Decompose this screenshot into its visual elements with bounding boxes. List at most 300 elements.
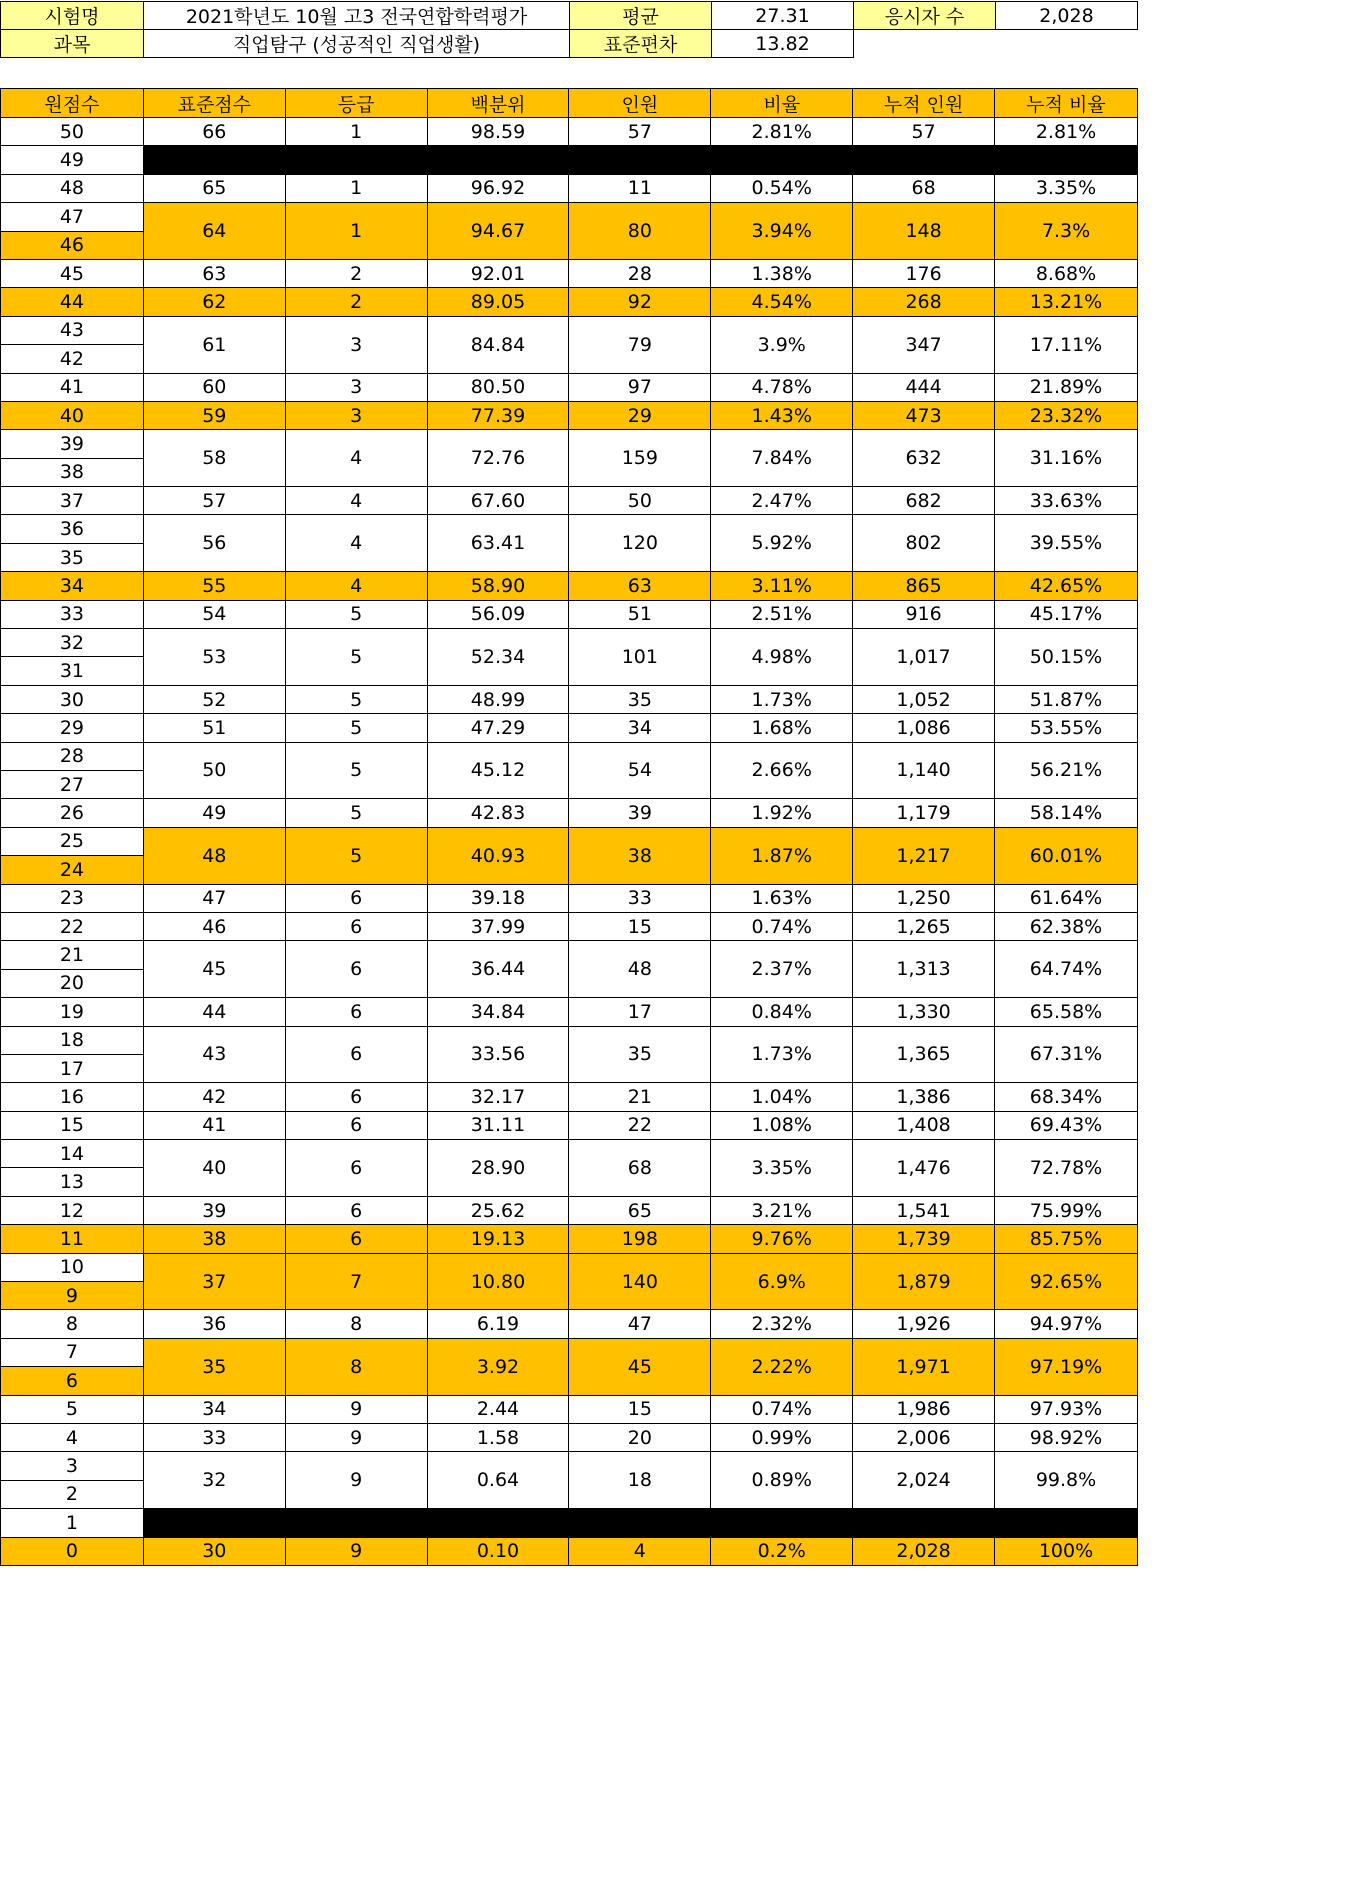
standard-score-cell: 34	[143, 1395, 285, 1423]
raw-score-cell: 13	[1, 1168, 144, 1196]
ratio-cell: 0.84%	[711, 998, 853, 1026]
grade-cell: 9	[285, 1395, 427, 1423]
standard-score-cell: 63	[143, 259, 285, 287]
ratio-cell: 0.74%	[711, 1395, 853, 1423]
percentile-cell: 58.90	[427, 572, 569, 600]
ratio-cell: 2.81%	[711, 118, 853, 146]
percentile-cell: 31.11	[427, 1111, 569, 1139]
table-row	[1, 1196, 1138, 1224]
raw-score-cell: 42	[1, 345, 144, 373]
cumulative-ratio-cell: 31.16%	[995, 430, 1138, 487]
cumulative-ratio-cell: 97.93%	[995, 1395, 1138, 1423]
cumulative-count-cell: 1,217	[853, 827, 995, 884]
ratio-cell: 3.94%	[711, 203, 853, 260]
raw-score-cell: 15	[1, 1111, 144, 1139]
standard-score-cell: 50	[143, 742, 285, 799]
percentile-cell: 3.92	[427, 1338, 569, 1395]
cumulative-ratio-cell: 68.34%	[995, 1083, 1138, 1111]
grade-cell: 6	[285, 912, 427, 940]
count-cell: 65	[569, 1196, 711, 1224]
cumulative-ratio-cell: 51.87%	[995, 685, 1138, 713]
grade-cell: 5	[285, 827, 427, 884]
empty-cell	[854, 30, 996, 58]
ratio-cell: 1.04%	[711, 1083, 853, 1111]
count-cell: 51	[569, 600, 711, 628]
grade-cell: 7	[285, 1253, 427, 1310]
cumulative-ratio-cell: 64.74%	[995, 941, 1138, 998]
raw-score-cell: 6	[1, 1367, 144, 1395]
percentile-cell: 77.39	[427, 401, 569, 429]
raw-score-cell: 28	[1, 742, 144, 770]
cumulative-count-cell: 1,313	[853, 941, 995, 998]
grade-cell: 8	[285, 1310, 427, 1338]
table-row	[1, 288, 1138, 316]
percentile-cell: 1.58	[427, 1423, 569, 1451]
examinees-value: 2,028	[996, 2, 1138, 30]
raw-score-cell: 21	[1, 941, 144, 969]
cumulative-count-cell: 347	[853, 316, 995, 373]
standard-score-cell: 58	[143, 430, 285, 487]
raw-score-cell: 38	[1, 458, 144, 486]
cumulative-ratio-cell: 33.63%	[995, 487, 1138, 515]
standard-score-cell: 57	[143, 487, 285, 515]
table-row	[1, 373, 1138, 401]
cumulative-count-cell: 444	[853, 373, 995, 401]
raw-score-cell: 24	[1, 856, 144, 884]
grade-cell: 8	[285, 1338, 427, 1395]
standard-score-cell: 44	[143, 998, 285, 1026]
standard-score-cell: 59	[143, 401, 285, 429]
table-row	[1, 1310, 1138, 1338]
empty-cell	[996, 30, 1138, 58]
percentile-cell: 36.44	[427, 941, 569, 998]
raw-score-cell: 7	[1, 1338, 144, 1366]
table-row	[1, 316, 1138, 344]
standard-score-cell: 60	[143, 373, 285, 401]
count-cell: 63	[569, 572, 711, 600]
grade-cell: 5	[285, 685, 427, 713]
percentile-cell: 98.59	[427, 118, 569, 146]
cumulative-count-cell: 1,386	[853, 1083, 995, 1111]
exam-name-value: 2021학년도 10월 고3 전국연합학력평가	[144, 2, 570, 30]
count-cell: 159	[569, 430, 711, 487]
cumulative-ratio-cell: 61.64%	[995, 884, 1138, 912]
ratio-cell: 1.43%	[711, 401, 853, 429]
raw-score-cell: 39	[1, 430, 144, 458]
count-cell: 48	[569, 941, 711, 998]
ratio-cell: 1.63%	[711, 884, 853, 912]
raw-score-cell: 47	[1, 203, 144, 231]
raw-score-cell: 1	[1, 1509, 144, 1537]
percentile-cell: 48.99	[427, 685, 569, 713]
table-row	[1, 572, 1138, 600]
grade-cell: 9	[285, 1452, 427, 1509]
cumulative-count-cell: 1,330	[853, 998, 995, 1026]
raw-score-cell: 25	[1, 827, 144, 855]
grade-cell: 4	[285, 515, 427, 572]
cumulative-ratio-cell: 98.92%	[995, 1423, 1138, 1451]
standard-score-cell: 54	[143, 600, 285, 628]
ratio-cell: 1.92%	[711, 799, 853, 827]
cumulative-ratio-cell: 53.55%	[995, 714, 1138, 742]
raw-score-cell: 22	[1, 912, 144, 940]
percentile-cell: 94.67	[427, 203, 569, 260]
percentile-cell: 34.84	[427, 998, 569, 1026]
raw-score-cell: 11	[1, 1225, 144, 1253]
standard-score-cell: 37	[143, 1253, 285, 1310]
cumulative-ratio-cell: 72.78%	[995, 1140, 1138, 1197]
raw-score-cell: 36	[1, 515, 144, 543]
examinees-label: 응시자 수	[854, 2, 996, 30]
raw-score-cell: 8	[1, 1310, 144, 1338]
column-header: 표준점수	[143, 89, 285, 118]
cumulative-ratio-cell: 45.17%	[995, 600, 1138, 628]
standard-score-cell: 45	[143, 941, 285, 998]
cumulative-ratio-cell: 65.58%	[995, 998, 1138, 1026]
grade-cell: 6	[285, 1083, 427, 1111]
exam-name-label: 시험명	[1, 2, 144, 30]
count-cell: 29	[569, 401, 711, 429]
cumulative-ratio-cell: 42.65%	[995, 572, 1138, 600]
count-cell: 20	[569, 1423, 711, 1451]
table-row	[1, 515, 1138, 543]
standard-score-cell: 47	[143, 884, 285, 912]
ratio-cell: 2.47%	[711, 487, 853, 515]
empty-score-bar	[143, 146, 1137, 174]
cumulative-count-cell: 2,024	[853, 1452, 995, 1509]
percentile-cell: 19.13	[427, 1225, 569, 1253]
table-row	[1, 629, 1138, 657]
percentile-cell: 40.93	[427, 827, 569, 884]
cumulative-ratio-cell: 99.8%	[995, 1452, 1138, 1509]
raw-score-cell: 48	[1, 174, 144, 202]
count-cell: 140	[569, 1253, 711, 1310]
count-cell: 21	[569, 1083, 711, 1111]
cumulative-ratio-cell: 94.97%	[995, 1310, 1138, 1338]
percentile-cell: 80.50	[427, 373, 569, 401]
table-row	[1, 1083, 1138, 1111]
standard-score-cell: 39	[143, 1196, 285, 1224]
grade-cell: 1	[285, 174, 427, 202]
column-header: 누적 인원	[853, 89, 995, 118]
count-cell: 50	[569, 487, 711, 515]
count-cell: 4	[569, 1537, 711, 1565]
grade-cell: 1	[285, 118, 427, 146]
cumulative-ratio-cell: 23.32%	[995, 401, 1138, 429]
standard-score-cell: 48	[143, 827, 285, 884]
table-row	[1, 430, 1138, 458]
raw-score-cell: 34	[1, 572, 144, 600]
cumulative-ratio-cell: 39.55%	[995, 515, 1138, 572]
mean-label: 평균	[570, 2, 712, 30]
percentile-cell: 2.44	[427, 1395, 569, 1423]
standard-score-cell: 52	[143, 685, 285, 713]
cumulative-ratio-cell: 97.19%	[995, 1338, 1138, 1395]
raw-score-cell: 9	[1, 1282, 144, 1310]
raw-score-cell: 29	[1, 714, 144, 742]
cumulative-count-cell: 1,926	[853, 1310, 995, 1338]
cumulative-ratio-cell: 3.35%	[995, 174, 1138, 202]
count-cell: 45	[569, 1338, 711, 1395]
table-row	[1, 174, 1138, 202]
cumulative-ratio-cell: 60.01%	[995, 827, 1138, 884]
table-row	[1, 487, 1138, 515]
ratio-cell: 3.35%	[711, 1140, 853, 1197]
raw-score-cell: 41	[1, 373, 144, 401]
grade-cell: 5	[285, 714, 427, 742]
grade-cell: 6	[285, 884, 427, 912]
cumulative-count-cell: 1,879	[853, 1253, 995, 1310]
count-cell: 33	[569, 884, 711, 912]
ratio-cell: 1.08%	[711, 1111, 853, 1139]
cumulative-ratio-cell: 2.81%	[995, 118, 1138, 146]
raw-score-cell: 2	[1, 1480, 144, 1508]
count-cell: 198	[569, 1225, 711, 1253]
cumulative-count-cell: 176	[853, 259, 995, 287]
table-row	[1, 1338, 1138, 1366]
table-row	[1, 1111, 1138, 1139]
ratio-cell: 0.89%	[711, 1452, 853, 1509]
cumulative-count-cell: 865	[853, 572, 995, 600]
percentile-cell: 56.09	[427, 600, 569, 628]
grade-cell: 9	[285, 1423, 427, 1451]
count-cell: 15	[569, 912, 711, 940]
table-row	[1, 1537, 1138, 1565]
table-row	[1, 1395, 1138, 1423]
exam-summary-table	[0, 1, 1138, 58]
standard-score-cell: 65	[143, 174, 285, 202]
cumulative-count-cell: 1,408	[853, 1111, 995, 1139]
table-row	[1, 1140, 1138, 1168]
count-cell: 92	[569, 288, 711, 316]
table-row	[1, 1225, 1138, 1253]
table-row	[1, 1253, 1138, 1281]
ratio-cell: 7.84%	[711, 430, 853, 487]
cumulative-count-cell: 1,365	[853, 1026, 995, 1083]
table-row	[1, 998, 1138, 1026]
subject-value: 직업탐구 (성공적인 직업생활)	[144, 30, 570, 58]
grade-cell: 6	[285, 998, 427, 1026]
cumulative-count-cell: 1,017	[853, 629, 995, 686]
count-cell: 101	[569, 629, 711, 686]
ratio-cell: 1.87%	[711, 827, 853, 884]
standard-score-cell: 53	[143, 629, 285, 686]
cumulative-ratio-cell: 13.21%	[995, 288, 1138, 316]
cumulative-count-cell: 1,250	[853, 884, 995, 912]
percentile-cell: 39.18	[427, 884, 569, 912]
grade-cell: 5	[285, 742, 427, 799]
raw-score-cell: 19	[1, 998, 144, 1026]
cumulative-ratio-cell: 85.75%	[995, 1225, 1138, 1253]
ratio-cell: 1.38%	[711, 259, 853, 287]
standard-score-cell: 36	[143, 1310, 285, 1338]
cumulative-count-cell: 2,006	[853, 1423, 995, 1451]
ratio-cell: 3.9%	[711, 316, 853, 373]
ratio-cell: 9.76%	[711, 1225, 853, 1253]
percentile-cell: 37.99	[427, 912, 569, 940]
raw-score-cell: 43	[1, 316, 144, 344]
percentile-cell: 42.83	[427, 799, 569, 827]
table-row	[1, 203, 1138, 231]
cumulative-count-cell: 1,739	[853, 1225, 995, 1253]
percentile-cell: 0.64	[427, 1452, 569, 1509]
table-row	[1, 401, 1138, 429]
cumulative-count-cell: 802	[853, 515, 995, 572]
column-header: 누적 비율	[995, 89, 1138, 118]
table-row	[1, 1452, 1138, 1480]
table-row	[1, 884, 1138, 912]
raw-score-cell: 27	[1, 770, 144, 798]
grade-cell: 4	[285, 572, 427, 600]
percentile-cell: 89.05	[427, 288, 569, 316]
count-cell: 35	[569, 1026, 711, 1083]
ratio-cell: 1.73%	[711, 685, 853, 713]
table-row	[1, 259, 1138, 287]
score-table	[0, 88, 1138, 1566]
raw-score-cell: 23	[1, 884, 144, 912]
grade-cell: 2	[285, 288, 427, 316]
grade-cell: 6	[285, 1026, 427, 1083]
raw-score-cell: 45	[1, 259, 144, 287]
empty-score-bar	[143, 1509, 1137, 1537]
grade-cell: 9	[285, 1537, 427, 1565]
ratio-cell: 4.78%	[711, 373, 853, 401]
standard-score-cell: 30	[143, 1537, 285, 1565]
standard-score-cell: 49	[143, 799, 285, 827]
count-cell: 79	[569, 316, 711, 373]
grade-cell: 5	[285, 629, 427, 686]
percentile-cell: 0.10	[427, 1537, 569, 1565]
cumulative-count-cell: 1,265	[853, 912, 995, 940]
table-row	[1, 1026, 1138, 1054]
percentile-cell: 96.92	[427, 174, 569, 202]
cumulative-count-cell: 632	[853, 430, 995, 487]
percentile-cell: 28.90	[427, 1140, 569, 1197]
raw-score-cell: 3	[1, 1452, 144, 1480]
raw-score-cell: 26	[1, 799, 144, 827]
column-header: 비율	[711, 89, 853, 118]
cumulative-count-cell: 57	[853, 118, 995, 146]
raw-score-cell: 44	[1, 288, 144, 316]
cumulative-count-cell: 268	[853, 288, 995, 316]
ratio-cell: 4.98%	[711, 629, 853, 686]
mean-value: 27.31	[712, 2, 854, 30]
raw-score-cell: 40	[1, 401, 144, 429]
ratio-cell: 4.54%	[711, 288, 853, 316]
count-cell: 54	[569, 742, 711, 799]
grade-cell: 4	[285, 430, 427, 487]
cumulative-ratio-cell: 67.31%	[995, 1026, 1138, 1083]
raw-score-cell: 46	[1, 231, 144, 259]
header-row	[1, 89, 1138, 118]
raw-score-cell: 32	[1, 629, 144, 657]
standard-score-cell: 43	[143, 1026, 285, 1083]
raw-score-cell: 10	[1, 1253, 144, 1281]
count-cell: 120	[569, 515, 711, 572]
table-row	[1, 941, 1138, 969]
standard-score-cell: 64	[143, 203, 285, 260]
percentile-cell: 52.34	[427, 629, 569, 686]
cumulative-ratio-cell: 100%	[995, 1537, 1138, 1565]
table-row	[1, 1423, 1138, 1451]
count-cell: 97	[569, 373, 711, 401]
grade-cell: 2	[285, 259, 427, 287]
grade-cell: 6	[285, 1111, 427, 1139]
count-cell: 15	[569, 1395, 711, 1423]
standard-score-cell: 35	[143, 1338, 285, 1395]
count-cell: 35	[569, 685, 711, 713]
cumulative-count-cell: 1,476	[853, 1140, 995, 1197]
cumulative-ratio-cell: 69.43%	[995, 1111, 1138, 1139]
count-cell: 39	[569, 799, 711, 827]
count-cell: 28	[569, 259, 711, 287]
percentile-cell: 63.41	[427, 515, 569, 572]
raw-score-cell: 5	[1, 1395, 144, 1423]
cumulative-count-cell: 2,028	[853, 1537, 995, 1565]
subject-label: 과목	[1, 30, 144, 58]
standard-score-cell: 40	[143, 1140, 285, 1197]
raw-score-cell: 49	[1, 146, 144, 174]
percentile-cell: 45.12	[427, 742, 569, 799]
percentile-cell: 6.19	[427, 1310, 569, 1338]
raw-score-cell: 16	[1, 1083, 144, 1111]
table-row	[1, 827, 1138, 855]
standard-score-cell: 41	[143, 1111, 285, 1139]
ratio-cell: 0.99%	[711, 1423, 853, 1451]
count-cell: 68	[569, 1140, 711, 1197]
standard-score-cell: 46	[143, 912, 285, 940]
ratio-cell: 3.21%	[711, 1196, 853, 1224]
percentile-cell: 32.17	[427, 1083, 569, 1111]
cumulative-count-cell: 148	[853, 203, 995, 260]
raw-score-cell: 17	[1, 1054, 144, 1082]
standard-score-cell: 38	[143, 1225, 285, 1253]
count-cell: 11	[569, 174, 711, 202]
grade-cell: 5	[285, 600, 427, 628]
ratio-cell: 0.74%	[711, 912, 853, 940]
percentile-cell: 67.60	[427, 487, 569, 515]
grade-cell: 6	[285, 941, 427, 998]
table-row	[1, 685, 1138, 713]
count-cell: 38	[569, 827, 711, 884]
count-cell: 47	[569, 1310, 711, 1338]
percentile-cell: 33.56	[427, 1026, 569, 1083]
table-row	[1, 912, 1138, 940]
ratio-cell: 5.92%	[711, 515, 853, 572]
cumulative-ratio-cell: 58.14%	[995, 799, 1138, 827]
percentile-cell: 92.01	[427, 259, 569, 287]
cumulative-ratio-cell: 8.68%	[995, 259, 1138, 287]
standard-score-cell: 51	[143, 714, 285, 742]
cumulative-ratio-cell: 7.3%	[995, 203, 1138, 260]
table-row	[1, 714, 1138, 742]
cumulative-count-cell: 1,086	[853, 714, 995, 742]
ratio-cell: 6.9%	[711, 1253, 853, 1310]
cumulative-count-cell: 68	[853, 174, 995, 202]
std-dev-value: 13.82	[712, 30, 854, 58]
raw-score-cell: 12	[1, 1196, 144, 1224]
cumulative-count-cell: 473	[853, 401, 995, 429]
column-header: 등급	[285, 89, 427, 118]
raw-score-cell: 35	[1, 543, 144, 571]
column-header: 백분위	[427, 89, 569, 118]
percentile-cell: 25.62	[427, 1196, 569, 1224]
table-row	[1, 1509, 1138, 1537]
raw-score-cell: 31	[1, 657, 144, 685]
column-header: 인원	[569, 89, 711, 118]
cumulative-count-cell: 1,052	[853, 685, 995, 713]
cumulative-count-cell: 916	[853, 600, 995, 628]
